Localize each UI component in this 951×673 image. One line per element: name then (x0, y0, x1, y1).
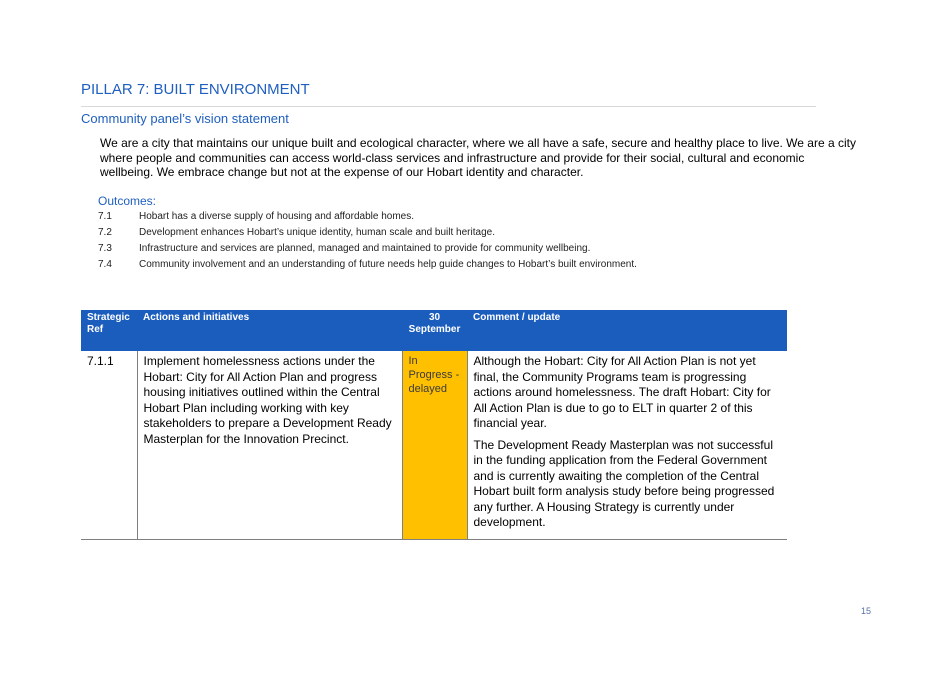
outcome-number: 7.4 (98, 259, 112, 270)
header-strategic-ref: Strategic Ref (81, 310, 137, 351)
table-header-row (81, 310, 787, 351)
title-divider (81, 106, 816, 107)
outcome-text: Hobart has a diverse supply of housing and affordable homes. (139, 211, 414, 222)
outcome-number: 7.3 (98, 243, 112, 254)
page-title: PILLAR 7: BUILT ENVIRONMENT (81, 81, 310, 98)
outcome-item (98, 258, 818, 274)
outcome-text: Infrastructure and services are planned, managed and maintained to provide for community wellbeing. (139, 243, 591, 254)
comment-paragraph: Although the Hobart: City for All Action Plan is not yet final, the Community Programs team is progressing actions around homelessness. The draft Hobart: City for All Action Plan is due to go to ELT in quarter 2 of this financial year. (473, 354, 771, 430)
vision-statement: We are a city that maintains our unique built and ecological character, where we all have a safe, secure and healthy place to live. We are a city where people and communities can access world-class services and infrastructure and provide for their social, cultural and economic wellbeing. We embrace change but not at the expense of our Hobart identity and character. (100, 136, 856, 179)
actions-table (81, 310, 787, 540)
outcome-item (98, 226, 818, 242)
outcomes-heading: Outcomes: (98, 194, 157, 208)
outcomes-list (98, 210, 818, 274)
page-number: 15 (861, 606, 872, 616)
outcome-item (98, 242, 818, 258)
outcome-number: 7.2 (98, 227, 112, 238)
cell-action: Implement homelessness actions under the Hobart: City for All Action Plan and progress housing initiatives outlined within the Central Hobart Plan including working with key stakeholders to prepare a Development Ready Masterplan for the Innovation Precinct. (137, 351, 402, 539)
status-badge: In Progress - delayed (402, 351, 467, 539)
table-row (81, 351, 787, 539)
header-actions: Actions and initiatives (137, 310, 402, 351)
comment-paragraph: The Development Ready Masterplan was not successful in the funding application from the Federal Government and is currently awaiting the completion of the Central Hobart built form analysis study before being progressed any further. A Housing Strategy is currently under development. (473, 437, 775, 529)
header-status: 30 September (402, 310, 467, 351)
outcome-text: Community involvement and an understanding of future needs help guide changes to Hobart’s built environment. (139, 259, 637, 270)
outcome-number: 7.1 (98, 211, 112, 222)
vision-heading: Community panel’s vision statement (81, 111, 289, 126)
outcome-text: Development enhances Hobart’s unique identity, human scale and built heritage. (139, 227, 495, 238)
outcome-item (98, 210, 818, 226)
cell-comment (467, 351, 787, 539)
header-comment: Comment / update (467, 310, 787, 351)
cell-ref: 7.1.1 (81, 351, 137, 539)
